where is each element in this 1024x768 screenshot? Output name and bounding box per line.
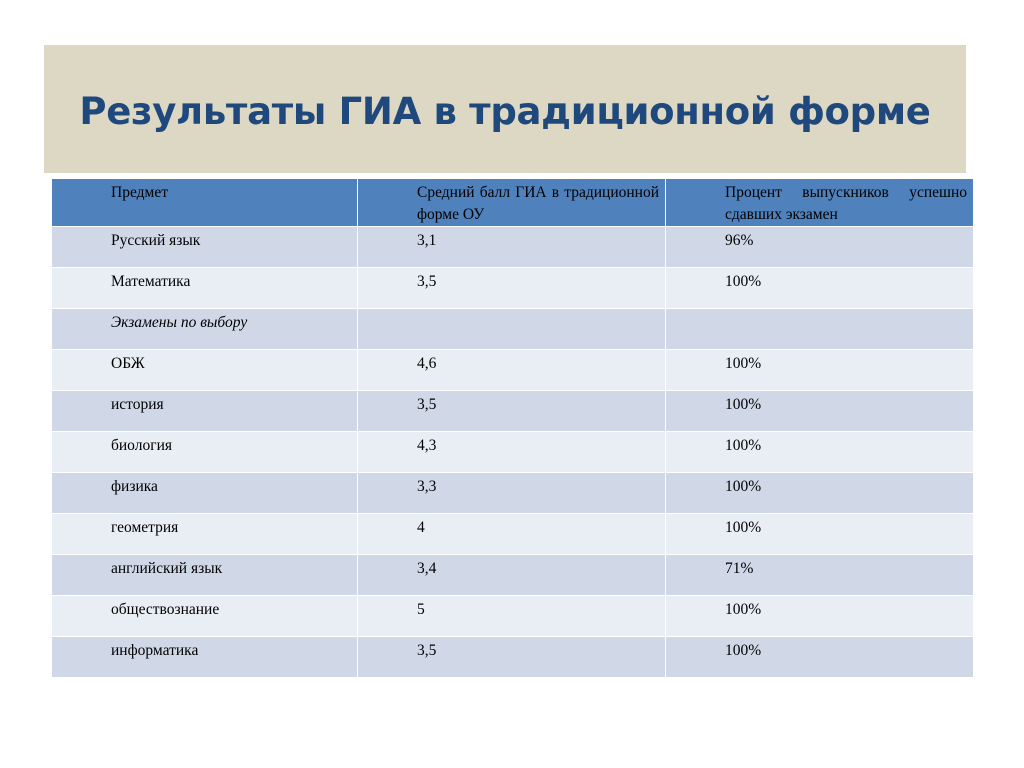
- cell-subject: физика: [52, 473, 358, 514]
- cell-subject: история: [52, 391, 358, 432]
- header-pass-percent: Процент выпускников успешно сдавших экзамен: [666, 179, 974, 227]
- cell-score: [358, 309, 666, 350]
- table-row: [52, 473, 974, 514]
- results-table: [51, 178, 974, 678]
- cell-score: 3,5: [358, 637, 666, 678]
- slide-title: Результаты ГИА в традиционной форме: [79, 89, 931, 133]
- table-row: [52, 350, 974, 391]
- cell-percent: 100%: [666, 514, 974, 555]
- table-row: [52, 227, 974, 268]
- table-row: [52, 391, 974, 432]
- cell-percent: 100%: [666, 350, 974, 391]
- cell-percent: 100%: [666, 391, 974, 432]
- cell-score: 3,5: [358, 268, 666, 309]
- table-row: [52, 268, 974, 309]
- table-row: [52, 596, 974, 637]
- table-row: [52, 637, 974, 678]
- title-banner: [44, 45, 966, 173]
- cell-percent: 100%: [666, 637, 974, 678]
- cell-score: 4: [358, 514, 666, 555]
- cell-percent: 96%: [666, 227, 974, 268]
- cell-percent: 100%: [666, 596, 974, 637]
- table-row: [52, 514, 974, 555]
- cell-section-label: Экзамены по выбору: [52, 309, 358, 350]
- cell-score: 3,3: [358, 473, 666, 514]
- cell-score: 4,6: [358, 350, 666, 391]
- cell-subject: Математика: [52, 268, 358, 309]
- cell-percent: 71%: [666, 555, 974, 596]
- cell-percent: 100%: [666, 473, 974, 514]
- table-row: [52, 555, 974, 596]
- cell-score: 3,4: [358, 555, 666, 596]
- header-average-score: Средний балл ГИА в традиционной форме ОУ: [358, 179, 666, 227]
- cell-subject: геометрия: [52, 514, 358, 555]
- cell-subject: обществознание: [52, 596, 358, 637]
- cell-subject: Русский язык: [52, 227, 358, 268]
- table-row: [52, 432, 974, 473]
- cell-score: 5: [358, 596, 666, 637]
- cell-score: 3,5: [358, 391, 666, 432]
- table-header-row: [52, 179, 974, 227]
- cell-subject: английский язык: [52, 555, 358, 596]
- cell-score: 3,1: [358, 227, 666, 268]
- header-subject: Предмет: [52, 179, 358, 227]
- cell-subject: информатика: [52, 637, 358, 678]
- table-row-section: [52, 309, 974, 350]
- cell-percent: [666, 309, 974, 350]
- cell-percent: 100%: [666, 268, 974, 309]
- cell-score: 4,3: [358, 432, 666, 473]
- cell-subject: ОБЖ: [52, 350, 358, 391]
- cell-subject: биология: [52, 432, 358, 473]
- cell-percent: 100%: [666, 432, 974, 473]
